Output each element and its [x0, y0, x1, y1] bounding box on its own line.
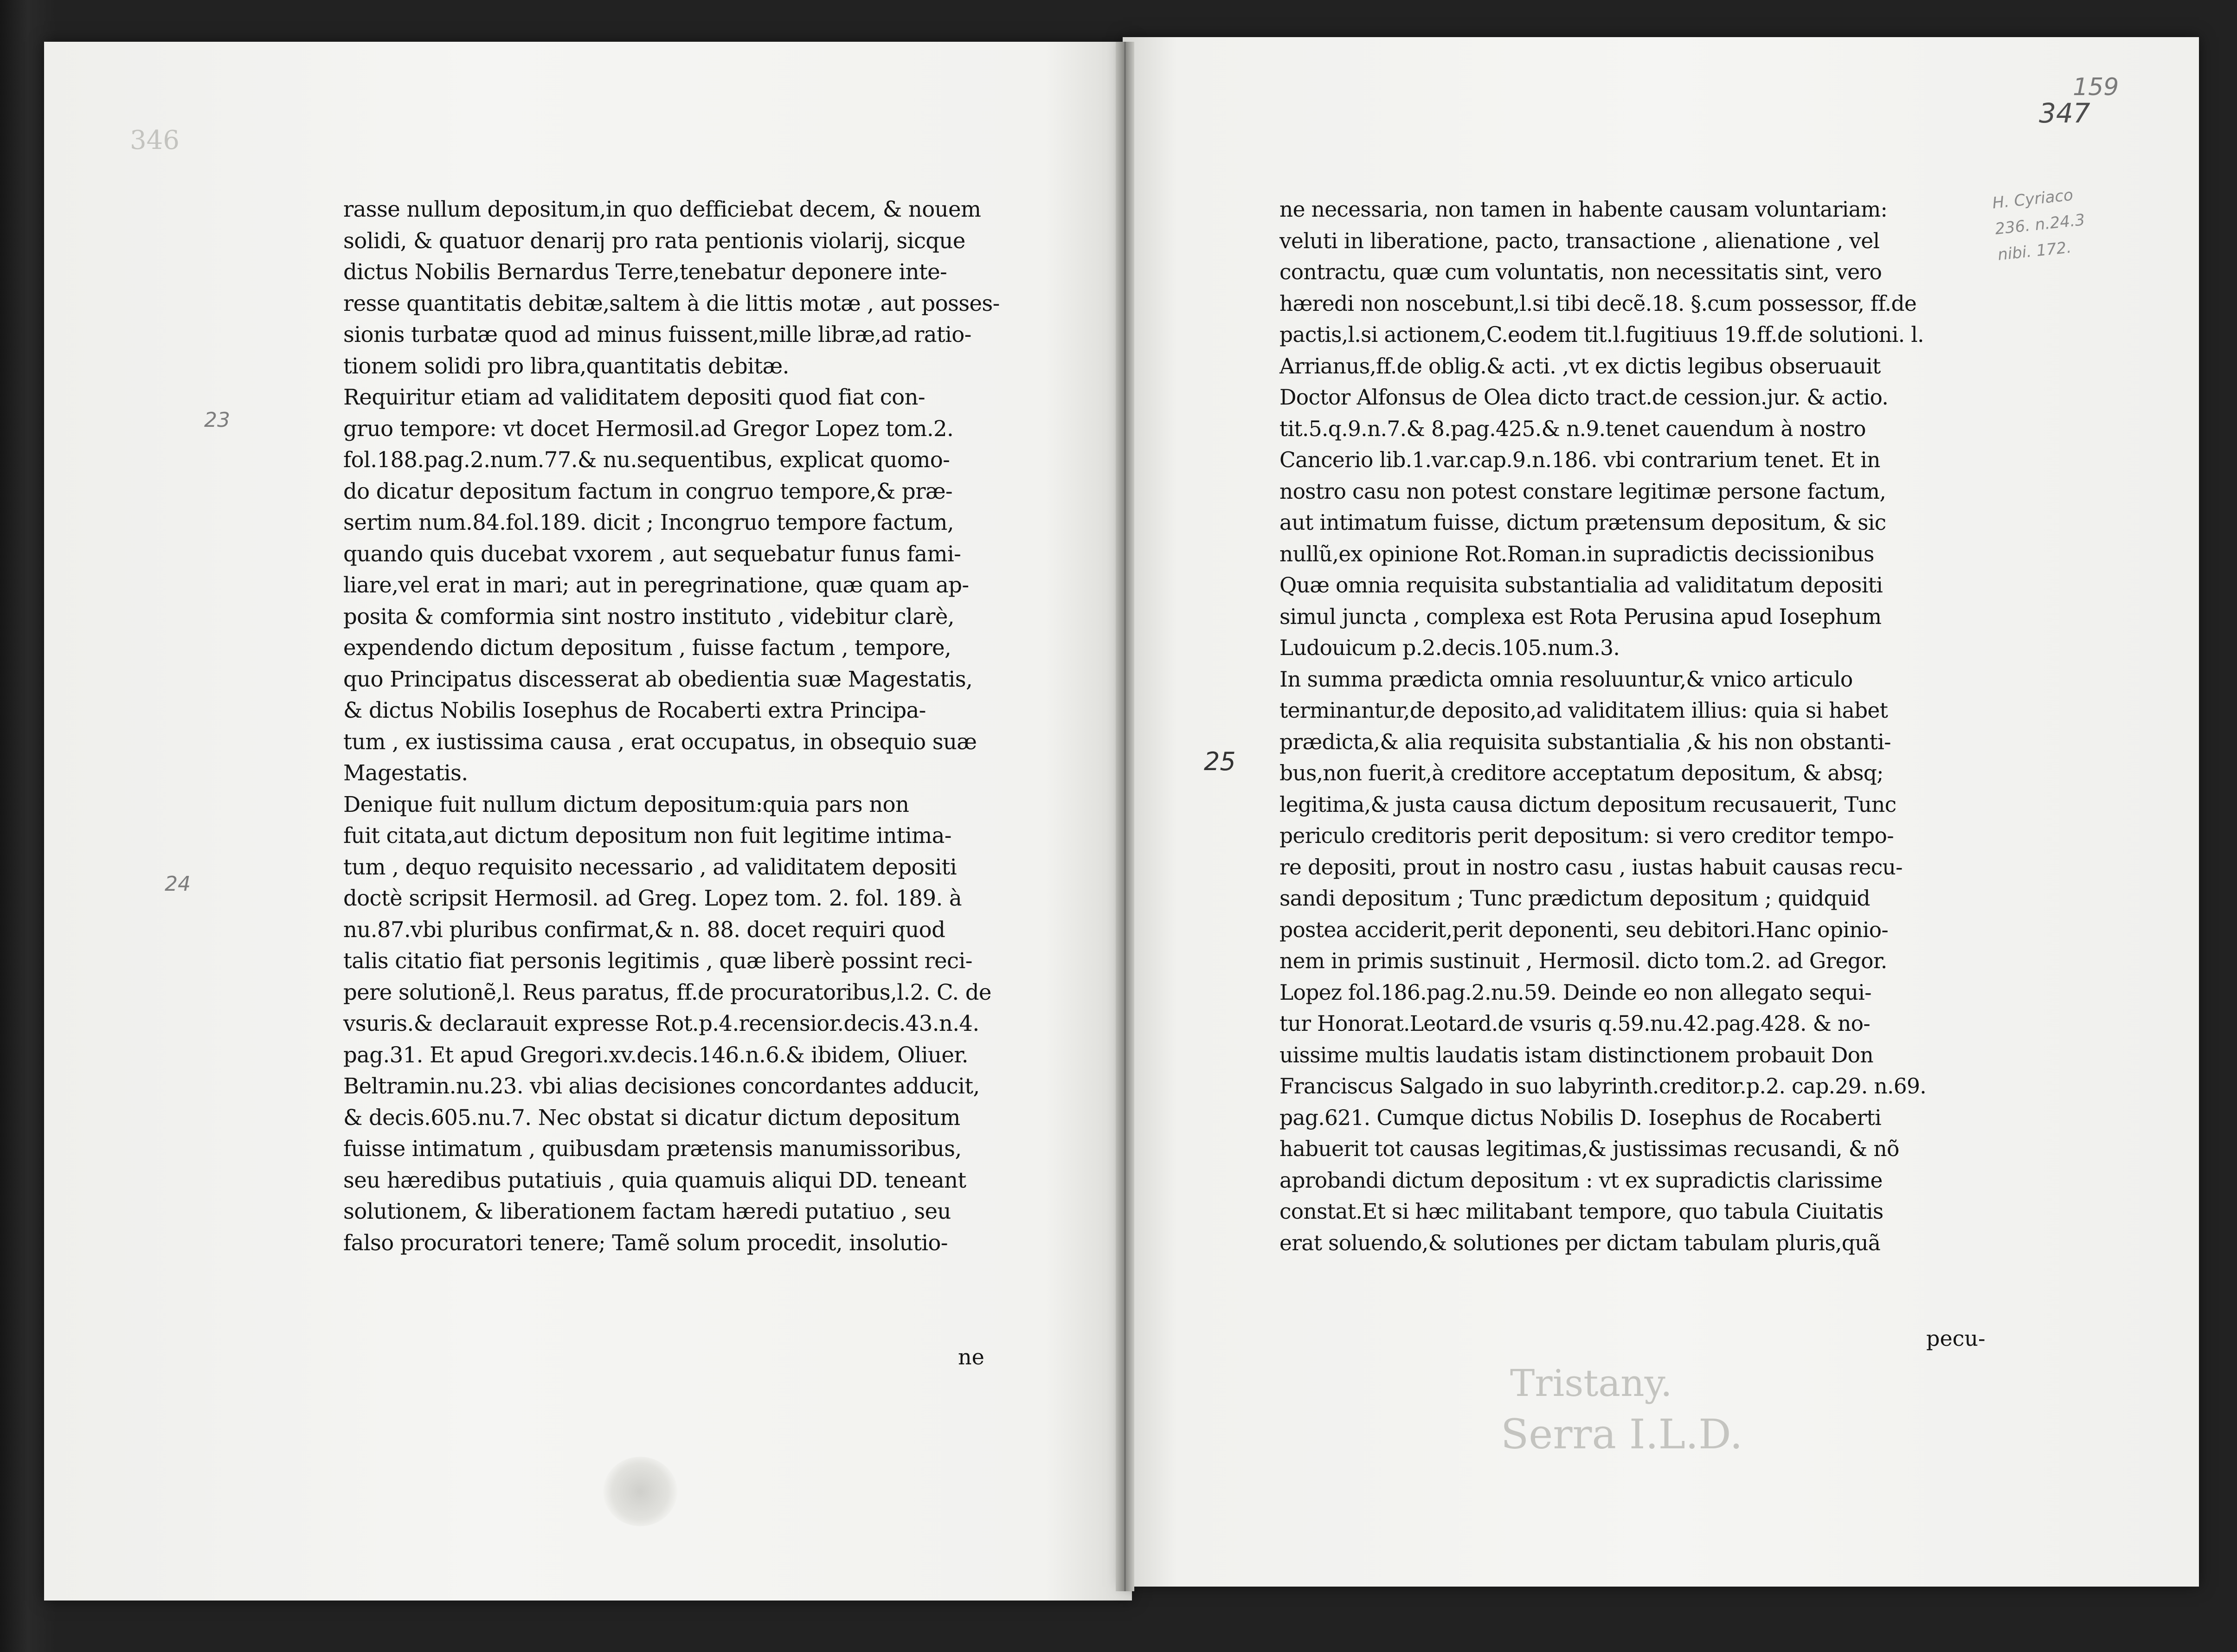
- text-line: Requiritur etiam ad validitatem depositi quod fiat con-: [343, 385, 926, 410]
- book-gutter: [1116, 42, 1134, 1591]
- text-line: dictus Nobilis Bernardus Terre,tenebatur deponere inte-: [343, 259, 947, 284]
- text-line: habuerit tot causas legitimas,& justissimas recusandi, & nõ: [1279, 1137, 1899, 1161]
- margin-number: 23: [204, 408, 230, 432]
- margin-note-line: 236. n.24.3: [1994, 210, 2086, 239]
- text-line: expendendo dictum depositum , fuisse factum , tempore,: [343, 635, 951, 660]
- text-line: gruo tempore: vt docet Hermosil.ad Gregor Lopez tom.2.: [343, 416, 954, 441]
- text-line: hæredi non noscebunt,l.si tibi decẽ.18. §.cum possessor, ff.de: [1279, 291, 1917, 316]
- text-line: quo Principatus discesserat ab obedientia suæ Magestatis,: [343, 666, 973, 692]
- text-line: do dicatur depositum factum in congruo tempore,& præ-: [343, 478, 953, 504]
- left-ghost-mark: 346: [130, 125, 180, 155]
- text-line: ne necessaria, non tamen in habente causam voluntariam:: [1279, 197, 1888, 222]
- text-line: sertim num.84.fol.189. dicit ; Incongruo tempore factum,: [343, 510, 954, 535]
- text-line: nullũ,ex opinione Rot.Roman.in supradictis decissionibus: [1279, 541, 1874, 566]
- text-line: bus,non fuerit,à creditore acceptatum depositum, & absq;: [1279, 761, 1883, 785]
- text-line: aprobandi dictum depositum : vt ex supradictis clarissime: [1279, 1168, 1883, 1193]
- text-line: doctè scripsit Hermosil. ad Greg. Lopez tom. 2. fol. 189. à: [343, 886, 962, 911]
- text-line: falso procuratori tenere; Tamẽ solum procedit, insolutio-: [343, 1230, 948, 1255]
- left-page-text: [343, 194, 1002, 1259]
- text-line: Doctor Alfonsus de Olea dicto tract.de cession.jur. & actio.: [1279, 385, 1889, 410]
- text-line: Quæ omnia requisita substantialia ad validitatum depositi: [1279, 573, 1883, 598]
- text-line: veluti in liberatione, pacto, transactione , alienatione , vel: [1279, 228, 1880, 253]
- text-line: pag.621. Cumque dictus Nobilis D. Iosephus de Rocaberti: [1279, 1105, 1881, 1130]
- text-line: Franciscus Salgado in suo labyrinth.creditor.p.2. cap.29. n.69.: [1279, 1074, 1927, 1099]
- text-line: tum , ex iustissima causa , erat occupatus, in obsequio suæ: [343, 729, 977, 754]
- text-line: talis citatio fiat personis legitimis , quæ liberè possint reci-: [343, 948, 972, 973]
- text-line: nem in primis sustinuit , Hermosil. dicto tom.2. ad Gregor.: [1279, 949, 1887, 973]
- right-page-text: [1279, 194, 1975, 1259]
- text-line: In summa prædicta omnia resoluuntur,& vnico articulo: [1279, 667, 1853, 692]
- text-line: legitima,& justa causa dictum depositum recusauerit, Tunc: [1279, 792, 1896, 817]
- folio-number-old: 159: [2073, 73, 2119, 101]
- text-line: resse quantitatis debitæ,saltem à die littis motæ , aut posses-: [343, 290, 1000, 316]
- margin-number: 24: [165, 872, 191, 896]
- text-line: periculo creditoris perit depositum: si vero creditor tempo-: [1279, 823, 1894, 848]
- margin-note-line: H. Cyriaco: [1991, 186, 2074, 213]
- text-line: uissime multis laudatis istam distinctionem probauit Don: [1279, 1042, 1873, 1067]
- text-line: prædicta,& alia requisita substantialia ,& his non obstanti-: [1279, 729, 1891, 754]
- left-catchword: ne: [958, 1344, 984, 1369]
- text-line: tit.5.q.9.n.7.& 8.pag.425.& n.9.tenet cauendum à nostro: [1279, 416, 1866, 441]
- text-line: pag.31. Et apud Gregori.xv.decis.146.n.6.& ibidem, Oliuer.: [343, 1042, 968, 1067]
- text-line: pere solutionẽ,l. Reus paratus, ff.de procuratoribus,l.2. C. de: [343, 979, 991, 1005]
- text-line: fol.188.pag.2.num.77.& nu.sequentibus, explicat quomo-: [343, 447, 950, 472]
- paper-stain: [603, 1457, 677, 1526]
- text-line: contractu, quæ cum voluntatis, non necessitatis sint, vero: [1279, 260, 1882, 284]
- text-line: Lopez fol.186.pag.2.nu.59. Deinde eo non allegato sequi-: [1279, 980, 1871, 1005]
- text-line: tionem solidi pro libra,quantitatis debitæ.: [343, 353, 789, 379]
- text-line: sionis turbatæ quod ad minus fuissent,mille libræ,ad ratio-: [343, 322, 971, 347]
- text-line: solutionem, & liberationem factam hæredi putatiuo , seu: [343, 1199, 951, 1224]
- text-line: Denique fuit nullum dictum depositum:quia pars non: [343, 791, 909, 817]
- text-line: Ludouicum p.2.decis.105.num.3.: [1279, 636, 1620, 660]
- text-line: quando quis ducebat vxorem , aut sequebatur funus fami-: [343, 541, 961, 566]
- text-line: constat.Et si hæc militabant tempore, quo tabula Ciuitatis: [1279, 1199, 1883, 1224]
- text-line: posita & comformia sint nostro instituto , videbitur clarè,: [343, 604, 954, 629]
- margin-note-line: nibi. 172.: [1997, 238, 2072, 264]
- text-line: Magestatis.: [343, 760, 468, 785]
- text-line: liare,vel erat in mari; aut in peregrinatione, quæ quam ap-: [343, 572, 969, 598]
- text-line: tum , dequo requisito necessario , ad validitatem depositi: [343, 854, 957, 880]
- text-line: aut intimatum fuisse, dictum prætensum depositum, & sic: [1279, 510, 1886, 535]
- text-line: seu hæredibus putatiuis , quia quamuis aliqui DD. teneant: [343, 1167, 966, 1193]
- text-line: fuit citata,aut dictum depositum non fuit legitime intima-: [343, 823, 951, 848]
- text-line: simul juncta , complexa est Rota Perusina apud Iosephum: [1279, 604, 1882, 629]
- text-line: postea acciderit,perit deponenti, seu debitori.Hanc opinio-: [1279, 917, 1889, 942]
- text-line: Beltramin.nu.23. vbi alias decisiones concordantes adducit,: [343, 1073, 980, 1099]
- text-line: re depositi, prout in nostro casu , iustas habuit causas recu-: [1279, 855, 1903, 880]
- text-line: solidi, & quatuor denarij pro rata pentionis violarij, sicque: [343, 228, 965, 253]
- text-line: Arrianus,ff.de oblig.& acti. ,vt ex dictis legibus obseruauit: [1279, 354, 1881, 379]
- text-line: & dictus Nobilis Iosephus de Rocaberti extra Principa-: [343, 698, 926, 723]
- text-line: fuisse intimatum , quibusdam prætensis manumissoribus,: [343, 1136, 962, 1161]
- folio-number: 347: [2039, 97, 2090, 129]
- margin-number: 25: [1204, 747, 1236, 776]
- text-line: tur Honorat.Leotard.de vsuris q.59.nu.42.pag.428. & no-: [1279, 1011, 1871, 1036]
- text-line: terminantur,de deposito,ad validitatem illius: quia si habet: [1279, 698, 1888, 723]
- text-line: nu.87.vbi pluribus confirmat,& n. 88. docet requiri quod: [343, 917, 945, 942]
- bleed-through-line: Serra I.L.D.: [1501, 1410, 1743, 1458]
- text-line: & decis.605.nu.7. Nec obstat si dicatur dictum depositum: [343, 1105, 960, 1130]
- text-line: vsuris.& declarauit expresse Rot.p.4.recensior.decis.43.n.4.: [343, 1011, 979, 1036]
- text-line: Cancerio lib.1.var.cap.9.n.186. vbi contrarium tenet. Et in: [1279, 448, 1880, 472]
- text-line: sandi depositum ; Tunc prædictum depositum ; quidquid: [1279, 886, 1870, 911]
- bleed-through-line: Tristany.: [1510, 1362, 1672, 1405]
- text-line: erat soluendo,& solutiones per dictam tabulam pluris,quã: [1279, 1230, 1881, 1255]
- handwritten-margin-note: [1991, 181, 2089, 268]
- text-line: pactis,l.si actionem,C.eodem tit.l.fugitiuus 19.ff.de solutioni. l.: [1279, 322, 1924, 347]
- text-line: rasse nullum depositum,in quo defficiebat decem, & nouem: [343, 197, 981, 222]
- text-line: nostro casu non potest constare legitimæ persone factum,: [1279, 479, 1886, 504]
- right-catchword: pecu-: [1926, 1326, 1986, 1351]
